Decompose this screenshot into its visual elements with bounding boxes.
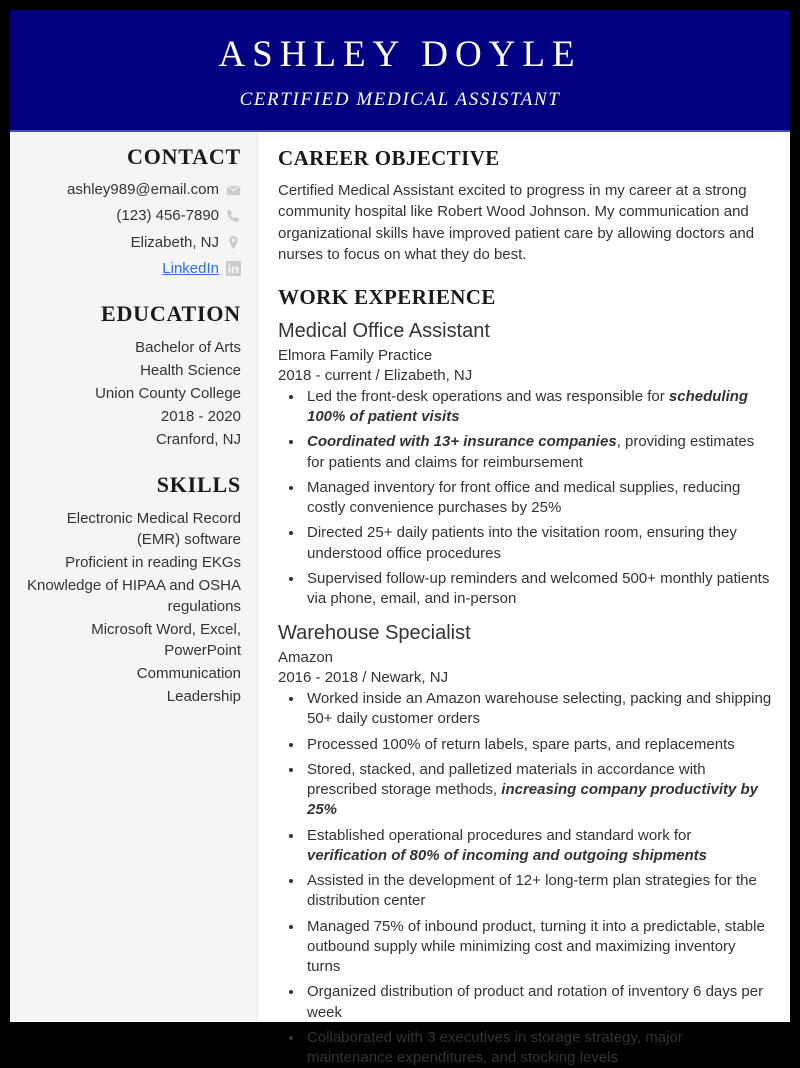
skill-item: Communication	[136, 665, 241, 682]
contact-item[interactable]	[20, 259, 241, 279]
main-column	[258, 132, 790, 1067]
job-entry	[278, 319, 772, 609]
bullet-text: Stored, stacked, and palletized materials in accordance with prescribed storage methods,	[307, 760, 706, 799]
skill-item: Electronic Medical Record (EMR) software	[66, 510, 241, 548]
skills-list	[20, 508, 241, 707]
job-bullet	[304, 871, 772, 912]
education-line: Bachelor of Arts	[135, 339, 241, 356]
education-line: Union County College	[95, 385, 241, 402]
resume-header	[10, 10, 790, 132]
education-line: Cranford, NJ	[155, 431, 241, 448]
job-bullet-list	[278, 387, 772, 610]
contact-list	[20, 180, 241, 279]
education-section	[20, 301, 241, 450]
phone-icon	[226, 209, 241, 224]
contact-section	[20, 144, 241, 279]
work-experience-section	[278, 285, 772, 1068]
contact-item	[20, 233, 241, 253]
bullet-text: Assisted in the development of 12+ long-term plan strategies for the distribution center	[307, 872, 757, 910]
job-bullet	[304, 689, 772, 730]
bullet-text: Established operational procedures and standard work for	[307, 826, 692, 844]
contact-heading: CONTACT	[127, 144, 241, 169]
bullet-text: Collaborated with 3 executives in storage strategy, major maintenance expenditures, and stocking levels	[307, 1028, 683, 1067]
career-objective-section	[278, 146, 772, 265]
contact-item-label: (123) 456-7890	[116, 207, 219, 225]
bullet-text: Directed 25+ daily patients into the visitation room, ensuring they understood office procedures	[307, 524, 737, 562]
bullet-emphasis: verification of 80% of incoming and outgoing shipments	[307, 846, 708, 864]
contact-item	[20, 206, 241, 226]
job-bullet	[304, 478, 772, 519]
job-company: Amazon	[278, 649, 334, 667]
job-dates-location: 2016 - 2018 / Newark, NJ	[278, 668, 449, 686]
job-bullet	[304, 735, 772, 755]
job-company: Elmora Family Practice	[278, 347, 433, 365]
linkedin-icon	[226, 261, 241, 276]
job-bullet-list	[278, 689, 772, 1068]
skill-item: Proficient in reading EKGs	[65, 554, 241, 571]
education-heading: EDUCATION	[100, 301, 241, 326]
skills-section	[20, 472, 241, 707]
bullet-text: Worked inside an Amazon warehouse selecting, packing and shipping 50+ daily customer orders	[307, 690, 772, 728]
job-bullet	[304, 917, 772, 978]
skill-item: Microsoft Word, Excel, PowerPoint	[91, 621, 241, 659]
job-dates-location: 2018 - current / Elizabeth, NJ	[278, 366, 473, 384]
bullet-text: Organized distribution of product and rotation of inventory 6 days per week	[307, 983, 764, 1021]
career-objective-text: Certified Medical Assistant excited to progress in my career at a strong community hospital like Robert Wood Johnson. My communication and organizational skills have improved patient care by allowing doctors and nurses to focus on what they do best.	[278, 182, 755, 263]
envelope-icon	[226, 183, 241, 198]
job-bullet	[304, 982, 772, 1023]
job-bullet	[304, 760, 772, 821]
job-title: Warehouse Specialist	[278, 622, 471, 645]
map-pin-icon	[226, 235, 241, 250]
skill-item: Leadership	[166, 688, 241, 705]
job-bullet	[304, 387, 772, 428]
education-list	[20, 337, 241, 450]
contact-item-label: Elizabeth, NJ	[130, 233, 219, 251]
bullet-text: Led the front-desk operations and was responsible for	[307, 387, 669, 405]
work-experience-heading: WORK EXPERIENCE	[278, 285, 496, 310]
bullet-text: , providing estimates for patients and claims for reimbursement	[307, 433, 755, 471]
career-objective-heading: CAREER OBJECTIVE	[278, 146, 500, 170]
resume-page	[10, 10, 790, 1067]
job-list	[278, 319, 772, 1068]
job-bullet	[304, 523, 772, 564]
bullet-text: Managed inventory for front office and medical supplies, reducing costly convenience purchases by 25%	[307, 478, 741, 517]
job-bullet	[304, 432, 772, 473]
skills-heading: SKILLS	[156, 472, 241, 497]
job-bullet	[304, 826, 772, 867]
bullet-text: Managed 75% of inbound product, turning it into a predictable, stable outbound supply while minimizing cost and maximizing inventory turns	[307, 917, 765, 976]
job-bullet	[304, 569, 772, 610]
job-bullet	[304, 1028, 772, 1068]
education-line: Health Science	[140, 362, 241, 379]
contact-item-label[interactable]: LinkedIn	[162, 259, 219, 277]
bullet-text: Supervised follow-up reminders and welcomed 500+ monthly patients via phone, email, and in-person	[307, 569, 770, 608]
sidebar	[10, 132, 258, 1020]
candidate-name: ASHLEY DOYLE	[218, 34, 582, 75]
contact-item-label: ashley989@email.com	[67, 181, 219, 198]
skill-item: Knowledge of HIPAA and OSHA regulations	[26, 577, 241, 615]
job-title: Medical Office Assistant	[278, 320, 490, 343]
resume-body	[10, 132, 790, 1067]
candidate-title: CERTIFIED MEDICAL ASSISTANT	[239, 88, 561, 110]
bullet-emphasis: increasing company productivity by 25%	[307, 781, 759, 819]
bullet-emphasis: Coordinated with 13+ insurance companies	[307, 433, 617, 451]
bullet-emphasis: scheduling 100% of patient visits	[307, 387, 749, 426]
contact-item	[20, 180, 241, 200]
education-line: 2018 - 2020	[160, 408, 241, 425]
job-entry	[278, 621, 772, 1068]
bullet-text: Processed 100% of return labels, spare parts, and replacements	[307, 735, 735, 753]
